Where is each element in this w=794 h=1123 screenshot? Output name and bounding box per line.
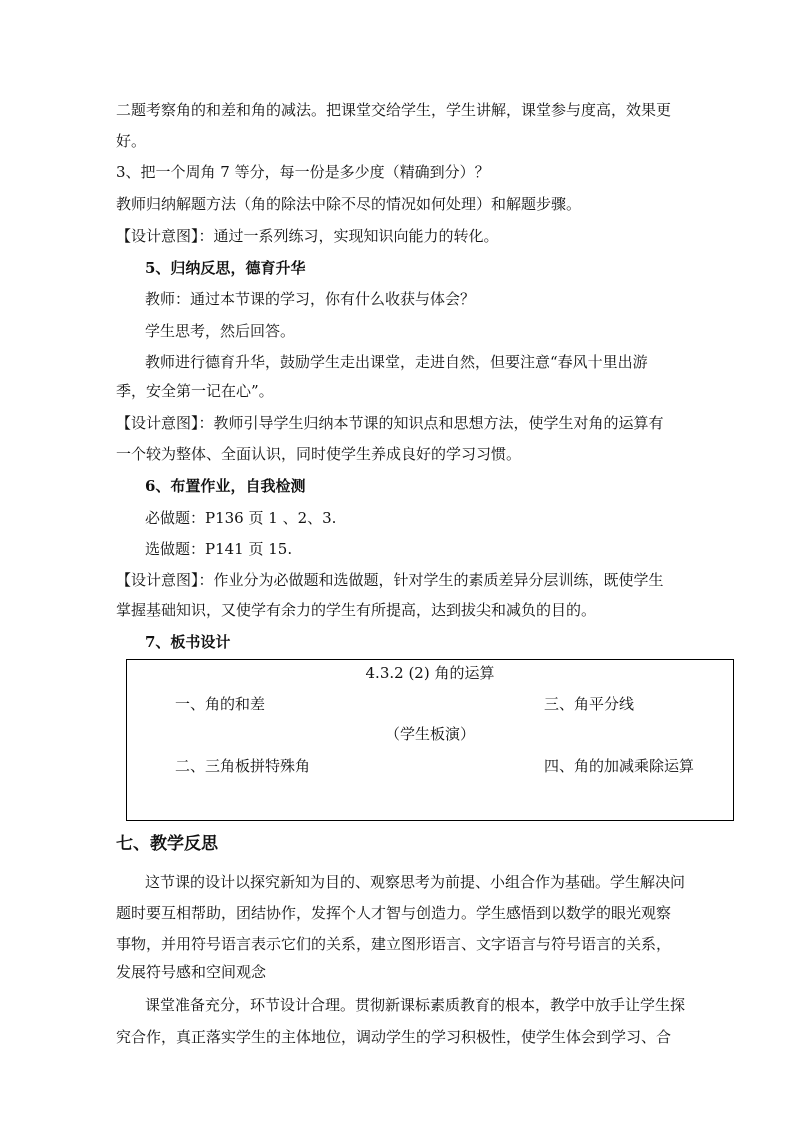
- text-line: 好。: [116, 132, 147, 150]
- paragraph-line: 课堂准备充分，环节设计合理。贯彻新课标素质教育的根本，教学中放手让学生探: [145, 996, 686, 1014]
- board-item: 四、角的加减乘除运算: [544, 757, 695, 775]
- text-line: 二题考察角的和差和角的减法。把课堂交给学生，学生讲解，课堂参与度高，效果更: [116, 101, 672, 119]
- design-intent-note: 【设计意图】：通过一系列练习，实现知识向能力的转化。: [116, 227, 499, 245]
- text-line: 掌握基础知识，又使学有余力的学生有所提高，达到拔尖和减负的目的。: [116, 601, 597, 619]
- paragraph-line: 究合作，真正落实学生的主体地位，调动学生的学习积极性，使学生体会到学习、合: [116, 1028, 672, 1046]
- paragraph-line: 发展符号感和空间观念: [116, 963, 267, 981]
- homework-optional: 选做题：P141 页 15.: [145, 540, 293, 558]
- paragraph-line: 这节课的设计以探究新知为目的、观察思考为前提、小组合作为基础。学生解决问: [145, 873, 686, 891]
- text-line: 学生思考，然后回答。: [145, 322, 296, 340]
- board-note: （学生板演）: [384, 725, 475, 743]
- board-item: 三、角平分线: [544, 695, 635, 713]
- text-line: 3、把一个周角 7 等分，每一份是多少度（精确到分）？: [116, 163, 490, 181]
- homework-required: 必做题：P136 页 1 、2、3.: [145, 509, 337, 527]
- board-title: 4.3.2 (2) 角的运算: [365, 664, 495, 682]
- step-heading: 6、布置作业，自我检测: [145, 477, 306, 495]
- paragraph-line: 事物，并用符号语言表示它们的关系，建立图形语言、文字语言与符号语言的关系，: [116, 935, 672, 953]
- board-item: 一、角的和差: [175, 695, 266, 713]
- design-intent-note: 【设计意图】：教师引导学生归纳本节课的知识点和思想方法，使学生对角的运算有: [116, 414, 664, 432]
- step-heading: 7、板书设计: [145, 633, 231, 651]
- text-line: 季，安全第一记在心”。: [116, 382, 274, 400]
- paragraph-line: 题时要互相帮助，团结协作，发挥个人才智与创造力。学生感悟到以数学的眼光观察: [116, 904, 672, 922]
- text-line: 教师归纳解题方法（角的除法中除不尽的情况如何处理）和解题步骤。: [116, 195, 582, 213]
- text-line: 一个较为整体、全面认识，同时使学生养成良好的学习习惯。: [116, 445, 522, 463]
- text-line: 教师：通过本节课的学习，你有什么收获与体会？: [145, 290, 476, 308]
- text-line: 教师进行德育升华，鼓励学生走出课堂，走进自然，但要注意“春风十里出游: [145, 353, 648, 371]
- step-heading: 5、归纳反思，德育升华: [145, 259, 306, 277]
- design-intent-note: 【设计意图】：作业分为必做题和选做题，针对学生的素质差异分层训练，既使学生: [116, 571, 664, 589]
- board-item: 二、三角板拼特殊角: [175, 757, 311, 775]
- section-heading: 七、教学反思: [116, 834, 218, 854]
- blackboard-design-box: [126, 659, 734, 821]
